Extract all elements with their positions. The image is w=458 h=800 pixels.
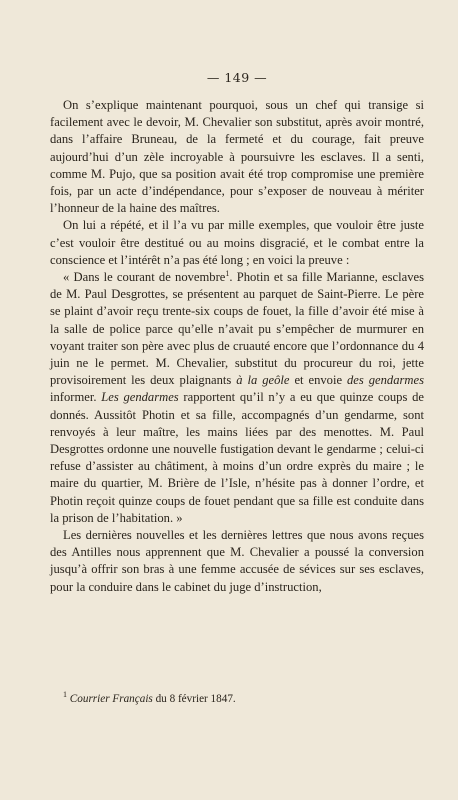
text-segment: « Dans le courant de novembre [63, 270, 226, 285]
text-segment: informer. [50, 390, 102, 405]
footnote [50, 692, 424, 706]
text-segment: à la geôle [236, 373, 290, 388]
text-segment: et envoie [289, 373, 347, 388]
footnote-source: Courrier Français [69, 693, 153, 705]
paragraph [50, 217, 424, 269]
paragraph [50, 269, 424, 527]
footnote-date: du 8 février 1847. [152, 693, 236, 705]
paragraph [50, 97, 424, 217]
page-number: — 149 — [206, 70, 268, 85]
text-segment: On s’explique maintenant pourquoi, sous un chef qui transige si facilement avec le devoir, M. Chevalier son substitut, après avoir montré, dans l’affaire Bruneau, de la fermeté et du courage, fait preuve aujourd’hui d’un zèle incroyable à poursuivre les esclaves. Il a senti, comme M. Pujo, que sa position avait été trop compromise une première fois, par un acte d’indépendance, pour s’exposer de nouveau à mériter l’honneur de la haine des maîtres. [50, 98, 424, 216]
paragraph [50, 527, 424, 596]
footnote-marker: 1 [63, 690, 67, 699]
text-segment: des gendarmes [346, 373, 424, 388]
text-segment: rapportent qu’il n’y a eu que quinze coups de donnés. Aussitôt Photin et sa fille, accompagnés d’un gendarme, sont renvoyés à leur maître, les mains liées par des menottes. M. Paul Desgrottes ordonne une nouvelle fustigation devant le gendarme ; celui-ci refuse d’assister au châtiment, à moins d’un ordre exprès du maire ; le maire du quartier, M. Brière de l’Isle, n’hésite pas à donner l’ordre, et Photin reçoit quinze coups de fouet pendant que sa fille est conduite dans la prison de l’habitation. » [50, 390, 424, 525]
text-segment: Les gendarmes [101, 390, 179, 405]
text-segment: . Photin et sa fille Marianne, esclaves de M. Paul Desgrottes, se présentent au parquet de Saint-Pierre. Le père se plaint d’avoir reçu trente-six coups de fouet, la fille d’avoir été mise à la salle de police parce qu’elle n’avait pu s’empêcher de murmurer en voyant traiter son père avec plus de cruauté encore que l’ordonnance du 4 juin ne le permet. M. Chevalier, substitut du procureur du roi, jette provisoirement les deux plaignants [50, 270, 424, 388]
text-segment: On lui a répété, et il l’a vu par mille exemples, que vouloir être juste c’est vouloir être destitué ou au moins disgracié, et le combat entre la conscience et l’intérêt n’a pas été long ; en voici la preuve : [50, 218, 424, 267]
footnote-ref: 1 [225, 269, 230, 279]
body-text [50, 97, 424, 596]
text-segment: Les dernières nouvelles et les dernières lettres que nous avons reçues des Antilles nous apprennent que M. Chevalier a poussé la conversion jusqu’à offrir son bras à une femme accusée de sévices sur ses esclaves, pour la conduire dans le cabinet du juge d’instruction, [50, 528, 424, 594]
